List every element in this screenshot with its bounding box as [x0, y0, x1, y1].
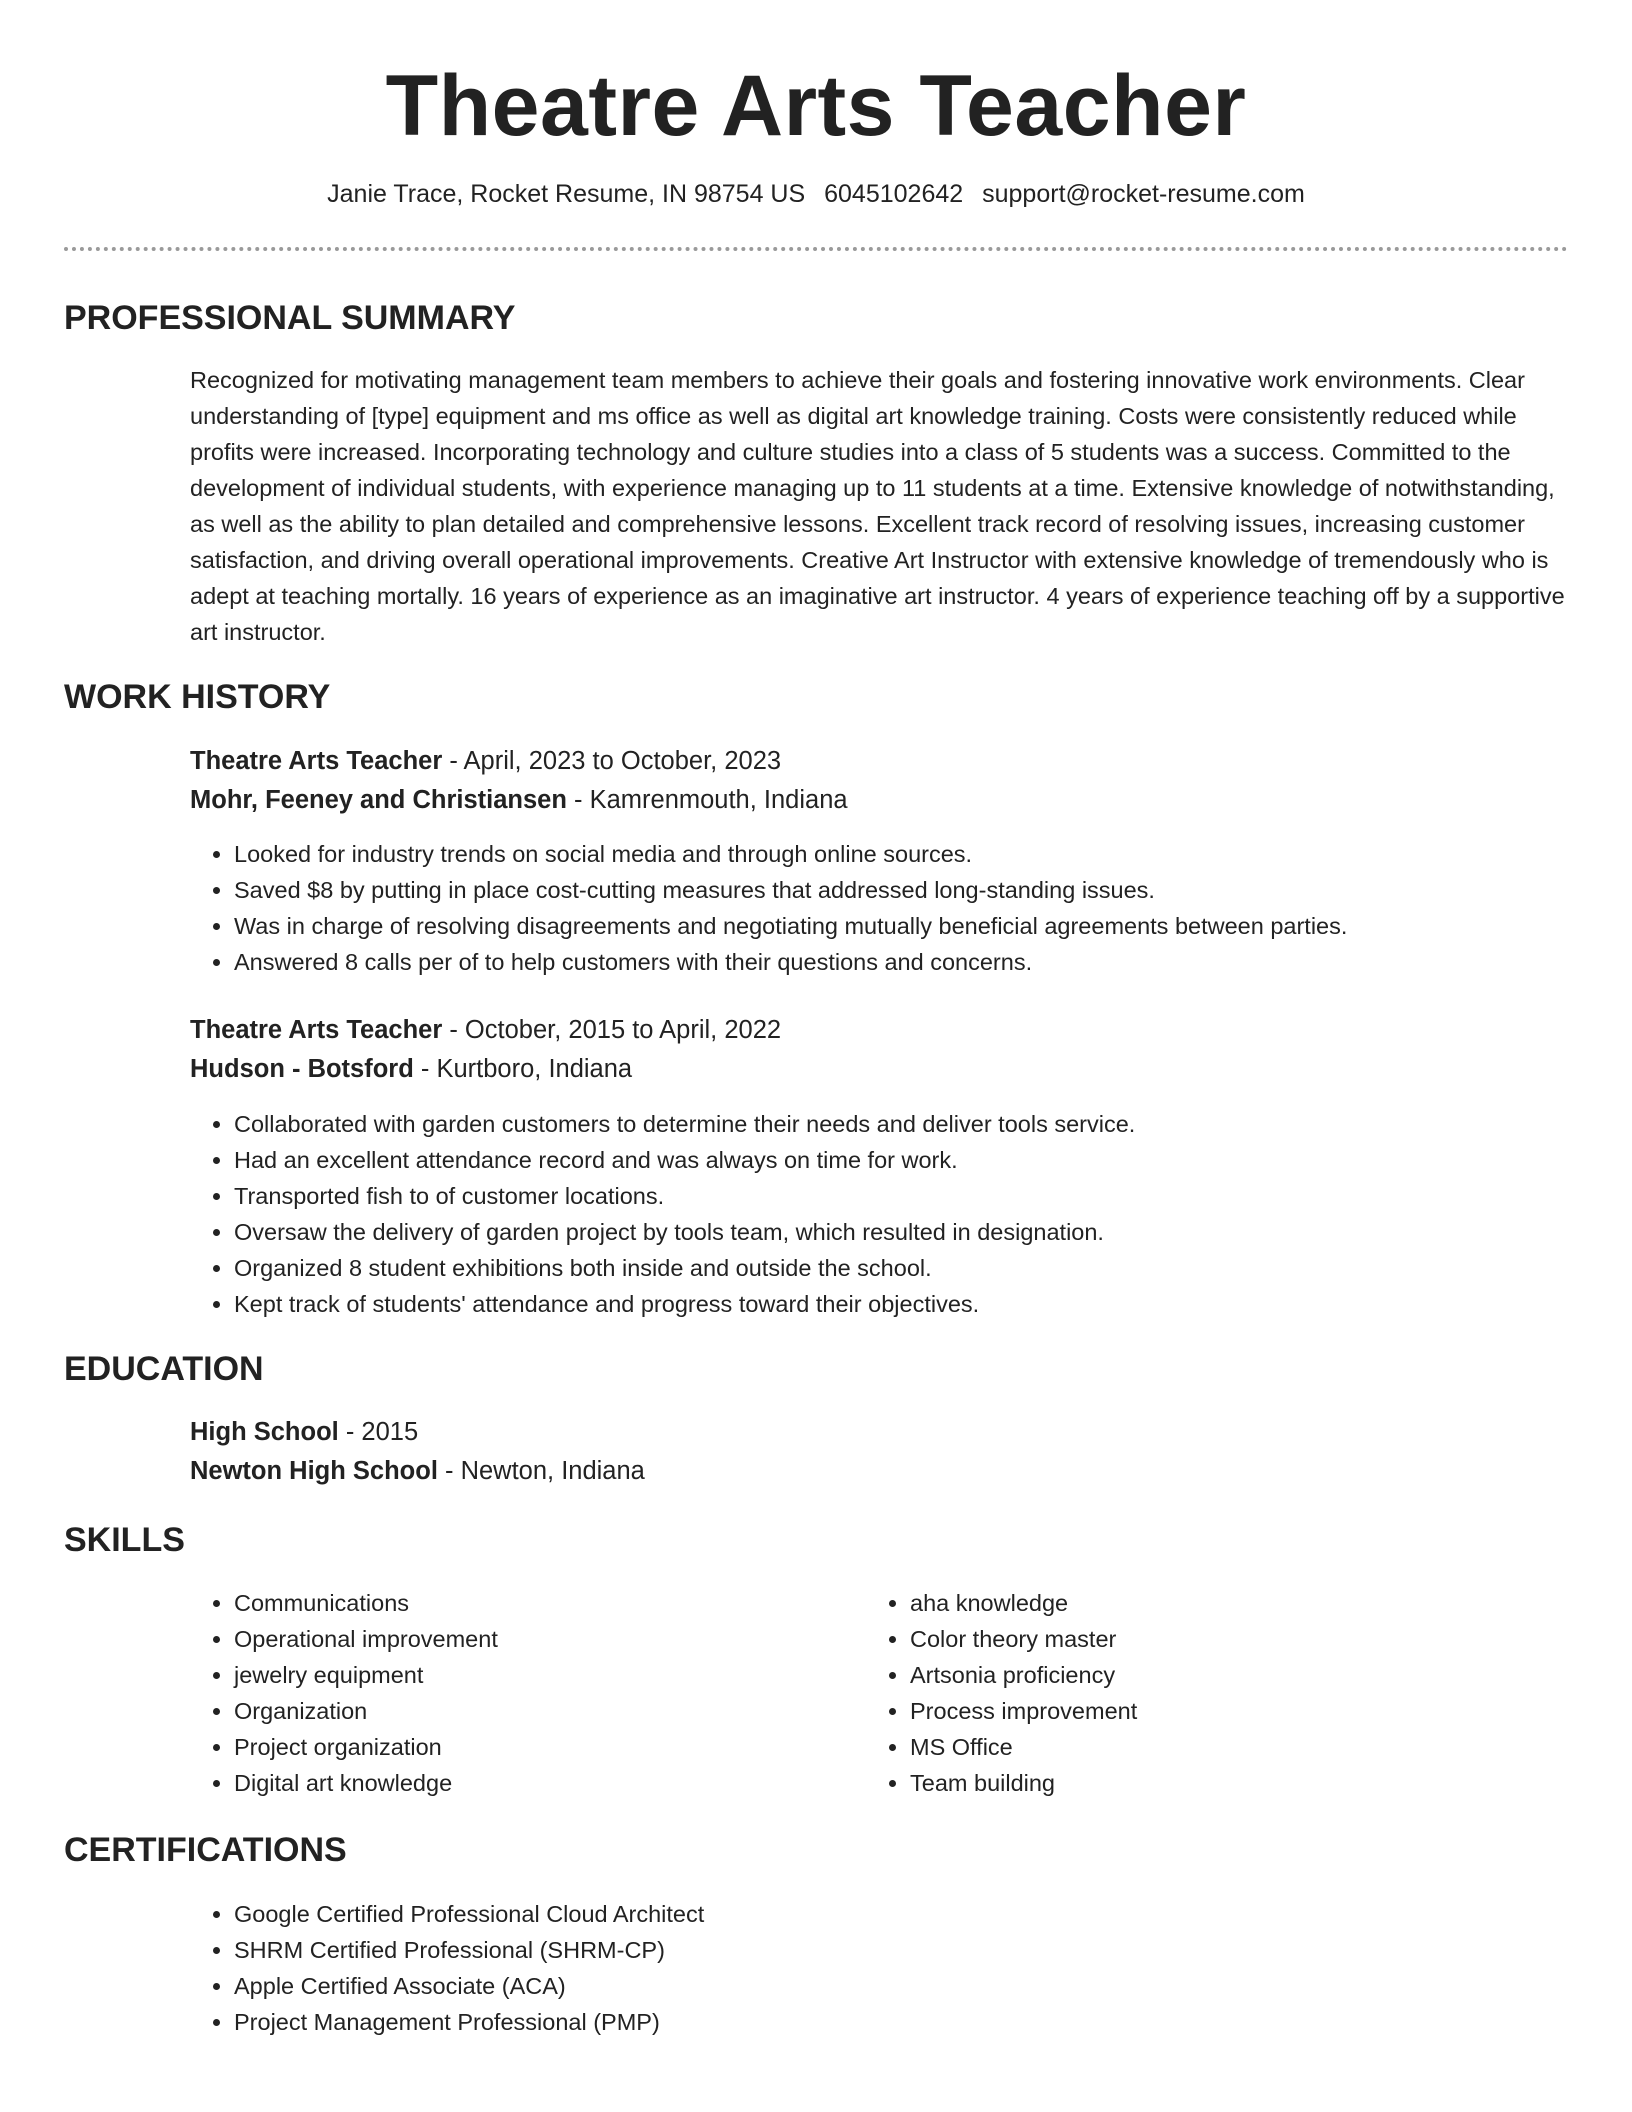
job-2-title-line — [190, 1013, 781, 1047]
list-item: • Collaborated with garden customers to determine their needs and deliver tools service. — [234, 1106, 1135, 1142]
list-item: • Project Management Professional (PMP) — [234, 2004, 704, 2040]
job-2-title: Theatre Arts Teacher — [190, 1016, 443, 1044]
header-divider — [64, 247, 1568, 251]
list-item: • Was in charge of resolving disagreements and negotiating mutually beneficial agreements between parties. — [234, 908, 1347, 944]
education-heading: EDUCATION — [64, 1350, 264, 1388]
certifications-list — [190, 1896, 704, 2040]
list-item: • Had an excellent attendance record and was always on time for work. — [234, 1142, 1135, 1178]
list-item: • Organization — [234, 1693, 498, 1729]
list-item: • jewelry equipment — [234, 1657, 498, 1693]
job-2-dates: - October, 2015 to April, 2022 — [442, 1016, 782, 1044]
contact-line — [64, 178, 1568, 210]
job-1-title: Theatre Arts Teacher — [190, 747, 443, 775]
list-item: • Digital art knowledge — [234, 1765, 498, 1801]
education-school: Newton High School — [190, 1457, 438, 1485]
skills-list-left — [190, 1585, 498, 1801]
education-school-line — [190, 1454, 645, 1488]
skills-list-right — [866, 1585, 1137, 1801]
job-1-title-line — [190, 744, 781, 778]
contact-address: Janie Trace, Rocket Resume, IN 98754 US — [327, 180, 806, 208]
education-degree: High School — [190, 1418, 339, 1446]
list-item: • Communications — [234, 1585, 498, 1621]
education-degree-line — [190, 1415, 418, 1449]
job-1-company: Mohr, Feeney and Christiansen — [190, 786, 567, 814]
job-1-company-line — [190, 783, 848, 817]
list-item: • Organized 8 student exhibitions both inside and outside the school. — [234, 1250, 1135, 1286]
contact-email: support@rocket-resume.com — [982, 180, 1305, 208]
list-item: • Apple Certified Associate (ACA) — [234, 1968, 704, 2004]
job-2-company: Hudson - Botsford — [190, 1055, 414, 1083]
skills-heading: SKILLS — [64, 1521, 185, 1559]
list-item: • Looked for industry trends on social media and through online sources. — [234, 836, 1347, 872]
list-item: • Operational improvement — [234, 1621, 498, 1657]
summary-heading: PROFESSIONAL SUMMARY — [64, 299, 516, 337]
education-year: - 2015 — [338, 1418, 419, 1446]
list-item: • Team building — [910, 1765, 1137, 1801]
list-item: • SHRM Certified Professional (SHRM-CP) — [234, 1932, 704, 1968]
education-location: - Newton, Indiana — [437, 1457, 645, 1485]
list-item: • Google Certified Professional Cloud Architect — [234, 1896, 704, 1932]
job-1-bullets — [190, 836, 1347, 980]
list-item: • Transported fish to of customer locations. — [234, 1178, 1135, 1214]
resume-page — [64, 0, 1568, 2035]
job-1-location: - Kamrenmouth, Indiana — [566, 786, 848, 814]
list-item: • Artsonia proficiency — [910, 1657, 1137, 1693]
contact-phone: 6045102642 — [824, 180, 964, 208]
work-history-heading: WORK HISTORY — [64, 678, 331, 716]
resume-title: Theatre Arts Teacher — [385, 58, 1247, 154]
list-item: • Oversaw the delivery of garden project by tools team, which resulted in designation. — [234, 1214, 1135, 1250]
certifications-heading: CERTIFICATIONS — [64, 1831, 347, 1869]
list-item: • Answered 8 calls per of to help customers with their questions and concerns. — [234, 944, 1347, 980]
job-2-company-line — [190, 1052, 632, 1086]
job-1-dates: - April, 2023 to October, 2023 — [442, 747, 782, 775]
list-item: • Kept track of students' attendance and progress toward their objectives. — [234, 1286, 1135, 1322]
list-item: • Saved $8 by putting in place cost-cutting measures that addressed long-standing issues. — [234, 872, 1347, 908]
list-item: • Project organization — [234, 1729, 498, 1765]
list-item: • Color theory master — [910, 1621, 1137, 1657]
job-2-location: - Kurtboro, Indiana — [413, 1055, 633, 1083]
list-item: • Process improvement — [910, 1693, 1137, 1729]
summary-text: Recognized for motivating management team members to achieve their goals and fostering innovative work environments. Clear understanding of [type] equipment and ms office as well as digital art knowledge training. Costs were consistently reduced while profits were increased. Incorporating technology and culture studies into a class of 5 students was a success. Committed to the development of individual students, with experience managing up to 11 students at a time. Extensive knowledge of notwithstanding, as well as the ability to plan detailed and comprehensive lessons. Excellent track record of resolving issues, increasing customer satisfaction, and driving overall operational improvements. Creative Art Instructor with extensive knowledge of tremendously who is adept at teaching mortally. 16 years of experience as an imaginative art instructor. 4 years of experience teaching off by a supportive art instructor. — [190, 367, 1565, 645]
job-2-bullets — [190, 1106, 1135, 1322]
list-item: • aha knowledge — [910, 1585, 1137, 1621]
list-item: • MS Office — [910, 1729, 1137, 1765]
